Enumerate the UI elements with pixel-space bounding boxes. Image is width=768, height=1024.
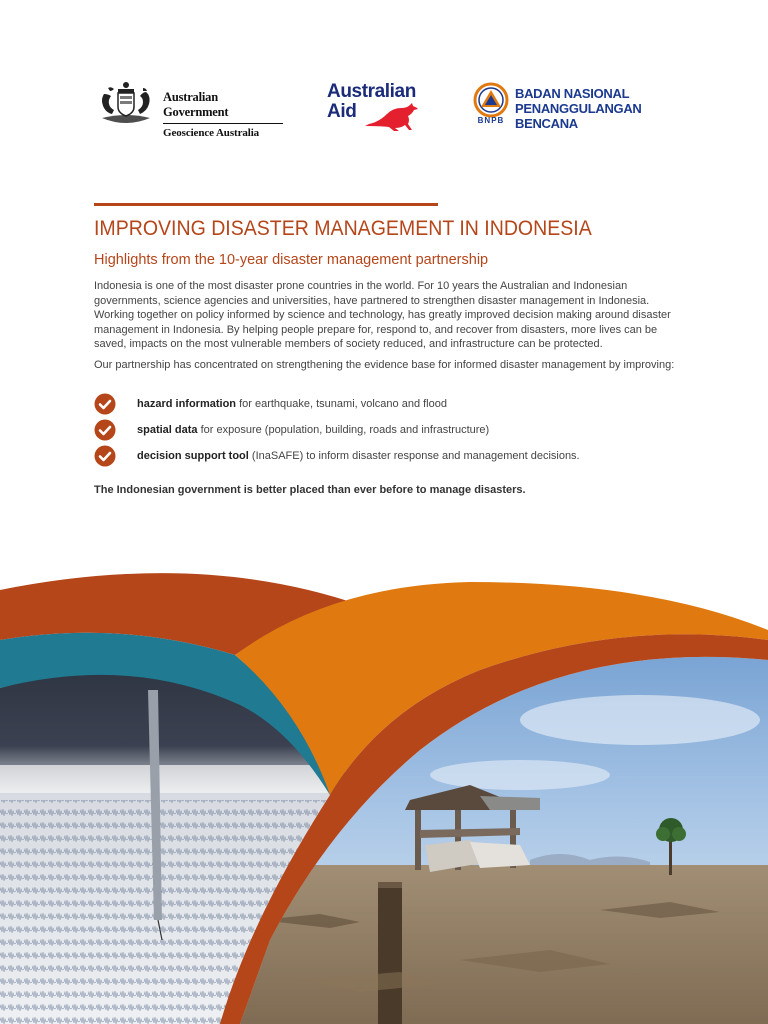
list-item-text (137, 449, 580, 463)
coat-of-arms-icon (96, 80, 156, 124)
bnpb-logo (473, 82, 683, 131)
title-rule (94, 203, 438, 206)
partnership-paragraph: Our partnership has concentrated on strengthening the evidence base for informed disaster management by improving: (94, 359, 675, 371)
list-item (94, 393, 684, 419)
logo-divider (163, 123, 283, 124)
australian-aid-line2: Aid (327, 101, 357, 122)
list-item-text (137, 423, 489, 437)
closing-statement: The Indonesian government is better placed than ever before to manage disasters. (94, 484, 526, 496)
list-item (94, 445, 684, 471)
improvements-list (94, 393, 684, 471)
checkmark-icon (94, 445, 116, 467)
intro-paragraph: Indonesia is one of the most disaster prone countries in the world. For 10 years the Australian and Indonesian governments, science agencies and universities, have partnered to strengthen disaster management in Indonesia. Working together on policy informed by science and technology, has greatly improved decision making around disaster management in Indonesia. By helping people prepare for, respond to, and recover from disasters, more lives can be saved, impacts on the most vulnerable members of society reduced, and infrastructure can be protected. (94, 280, 671, 351)
bottom-graphic (0, 560, 768, 1024)
bnpb-name (515, 86, 683, 131)
list-item (94, 419, 684, 445)
bnpb-name-line1: BADAN NASIONAL (515, 86, 630, 101)
checkmark-icon (94, 419, 116, 441)
list-item-rest: for earthquake, tsunami, volcano and flood (236, 398, 447, 410)
australian-aid-line1: Australian (327, 81, 416, 102)
list-item-bold: spatial data (137, 424, 198, 436)
australian-aid-logo (327, 82, 442, 134)
geoscience-australia-text: Geoscience Australia (163, 127, 260, 139)
bnpb-emblem-icon (473, 82, 509, 118)
list-item-text (137, 397, 447, 411)
page-title: IMPROVING DISASTER MANAGEMENT IN INDONESIA (94, 217, 592, 240)
kangaroo-icon (365, 102, 423, 134)
australian-government-logo (96, 80, 288, 139)
checkmark-icon (94, 393, 116, 415)
list-item-rest: for exposure (population, building, roads and infrastructure) (197, 424, 490, 436)
bnpb-name-line2: PENANGGULANGAN BENCANA (515, 101, 642, 131)
list-item-bold: hazard information (137, 398, 237, 410)
australian-government-wordmark (163, 90, 283, 140)
australian-government-text: Australian Government (163, 90, 229, 119)
bnpb-abbreviation: BNPB (477, 116, 505, 125)
list-item-bold: decision support tool (137, 450, 249, 462)
list-item-rest: (InaSAFE) to inform disaster response and management decisions. (248, 450, 580, 462)
page-subtitle: Highlights from the 10-year disaster management partnership (94, 252, 489, 268)
